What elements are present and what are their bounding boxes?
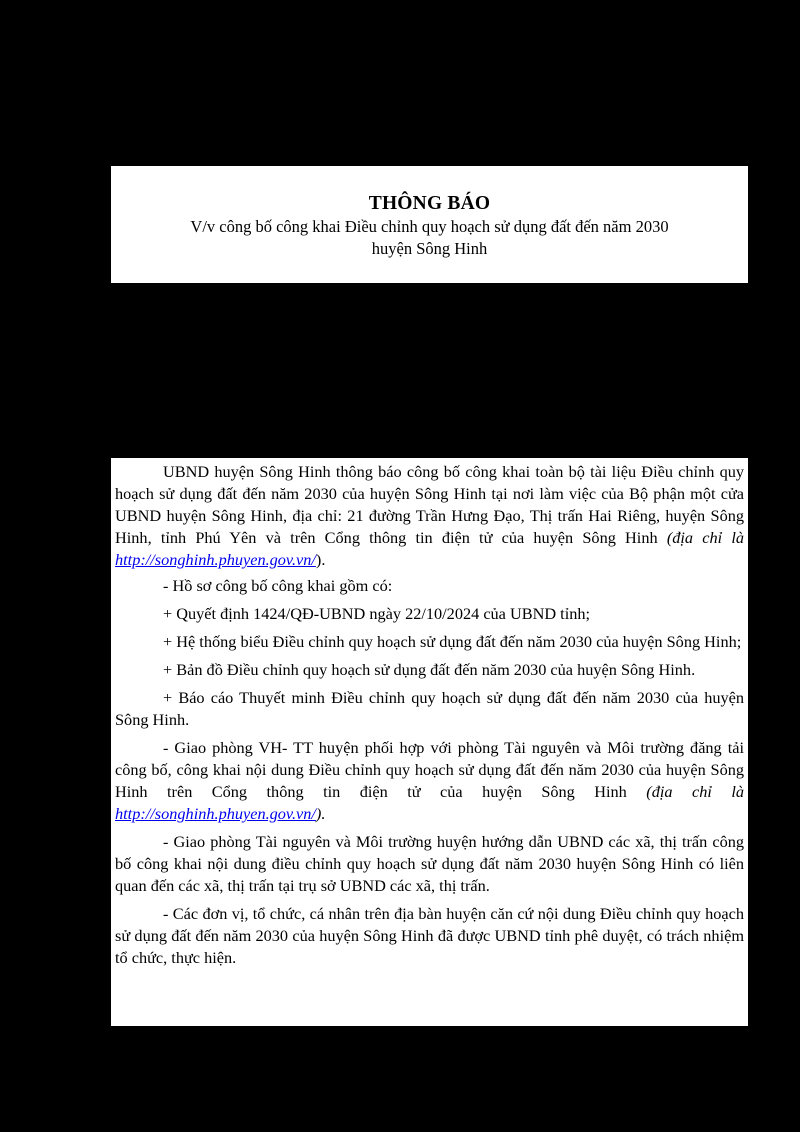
address-note-open-2: (địa chỉ là	[646, 782, 744, 801]
paragraph-culture-dept	[115, 737, 744, 825]
paragraph-announcement-text: UBND huyện Sông Hinh thông báo công bố công khai toàn bộ tài liệu Điều chỉnh quy hoạch sử dụng đất đến năm 2030 của huyện Sông Hinh tại nơi làm việc của Bộ phận một cửa UBND huyện Sông Hinh, địa chỉ: 21 đường Trần Hưng Đạo, Thị trấn Hai Riêng, huyện Sông Hinh, tỉnh Phú Yên và trên Cổng thông tin điện tử của huyện Sông Hinh	[115, 462, 744, 547]
paragraph-resources-dept: - Giao phòng Tài nguyên và Môi trường huyện hướng dẫn UBND các xã, thị trấn công bố công khai nội dung điều chỉnh quy hoạch sử dụng đất năm 2030 huyện Sông Hinh có liên quan đến các xã, thị trấn tại trụ sở UBND các xã, thị trấn.	[115, 832, 744, 895]
document-body	[111, 458, 748, 1026]
address-note-open: (địa chỉ là	[666, 528, 744, 547]
address-note-close: ).	[315, 550, 326, 569]
address-note-close-2: ).	[315, 804, 326, 823]
paragraph-organizations: - Các đơn vị, tổ chức, cá nhân trên địa bàn huyện căn cứ nội dung Điều chỉnh quy hoạch sử dụng đất đến năm 2030 của huyện Sông Hinh đã được UBND tỉnh phê duyệt, có trách nhiệm tổ chức, thực hiện.	[115, 904, 744, 967]
document-title: THÔNG BÁO	[368, 193, 491, 214]
portal-link-2[interactable]: http://songhinh.phuyen.gov.vn/	[115, 804, 316, 823]
paragraph-culture-dept-text: - Giao phòng VH- TT huyện phối hợp với phòng Tài nguyên và Môi trường đăng tải công bố, công khai nội dung Điều chỉnh quy hoạch sử dụng đất đến năm 2030 của huyện Sông Hinh trên Cổng thông tin điện tử của huyện Sông Hinh	[115, 738, 744, 801]
document-header	[111, 166, 748, 283]
list-item-tables: + Hệ thống biểu Điều chỉnh quy hoạch sử dụng đất đến năm 2030 của huyện Sông Hinh;	[163, 632, 742, 651]
list-item-report: + Báo cáo Thuyết minh Điều chỉnh quy hoạch sử dụng đất đến năm 2030 của huyện Sông Hinh.	[115, 688, 744, 729]
list-item-decision: + Quyết định 1424/QĐ-UBND ngày 22/10/2024 của UBND tỉnh;	[163, 604, 591, 623]
portal-link[interactable]: http://songhinh.phuyen.gov.vn/	[115, 550, 316, 569]
document-subtitle-line1: V/v công bố công khai Điều chỉnh quy hoạch sử dụng đất đến năm 2030	[190, 217, 669, 236]
list-item-map: + Bản đồ Điều chỉnh quy hoạch sử dụng đất đến năm 2030 của huyện Sông Hinh.	[163, 660, 696, 679]
document-subtitle-line2: huyện Sông Hinh	[371, 239, 488, 258]
paragraph-dossier-heading: - Hồ sơ công bố công khai gồm có:	[163, 576, 393, 595]
paragraph-announcement	[115, 461, 744, 571]
